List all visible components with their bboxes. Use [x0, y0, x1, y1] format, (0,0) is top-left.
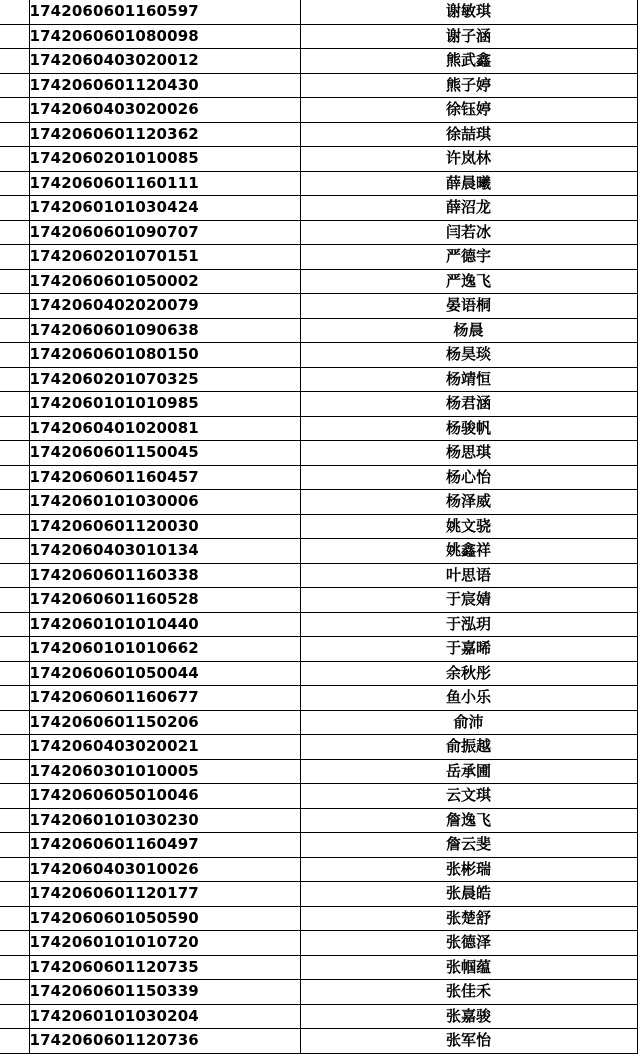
row-spacer-cell: [0, 245, 29, 270]
student-name-cell: 谢敏琪: [300, 0, 637, 24]
student-id-cell: 1742060403020021: [29, 735, 300, 760]
student-id-cell: 1742060101010440: [29, 612, 300, 637]
table-row: [0, 1029, 637, 1054]
student-id-cell: 1742060402020079: [29, 294, 300, 319]
student-id-cell: 1742060601160457: [29, 465, 300, 490]
student-id-cell: 1742060301010005: [29, 759, 300, 784]
table-row: [0, 367, 637, 392]
table-row: [0, 686, 637, 711]
student-name-cell: 薛沼龙: [300, 196, 637, 221]
student-name-cell: 詹逸飞: [300, 808, 637, 833]
row-spacer-cell: [0, 122, 29, 147]
row-spacer-cell: [0, 343, 29, 368]
student-name-cell: 杨泽威: [300, 490, 637, 515]
table-row: [0, 931, 637, 956]
row-spacer-cell: [0, 441, 29, 466]
student-name-cell: 叶思语: [300, 563, 637, 588]
table-row: [0, 294, 637, 319]
student-id-cell: 1742060601160338: [29, 563, 300, 588]
student-name-cell: 张军怡: [300, 1029, 637, 1054]
row-spacer-cell: [0, 416, 29, 441]
row-spacer-cell: [0, 1004, 29, 1029]
student-id-cell: 1742060403020012: [29, 49, 300, 74]
student-id-cell: 1742060601120735: [29, 955, 300, 980]
row-spacer-cell: [0, 294, 29, 319]
table-row: [0, 24, 637, 49]
student-name-cell: 熊子婷: [300, 73, 637, 98]
row-spacer-cell: [0, 465, 29, 490]
student-name-cell: 张嘉骏: [300, 1004, 637, 1029]
student-name-cell: 云文琪: [300, 784, 637, 809]
table-row: [0, 588, 637, 613]
student-id-cell: 1742060101010662: [29, 637, 300, 662]
table-row: [0, 441, 637, 466]
row-spacer-cell: [0, 588, 29, 613]
student-id-cell: 1742060601080098: [29, 24, 300, 49]
row-spacer-cell: [0, 1029, 29, 1054]
row-spacer-cell: [0, 759, 29, 784]
student-name-cell: 姚鑫祥: [300, 539, 637, 564]
table-row: [0, 784, 637, 809]
student-name-cell: 张晨皓: [300, 882, 637, 907]
student-id-cell: 1742060601050002: [29, 269, 300, 294]
student-id-cell: 1742060201070325: [29, 367, 300, 392]
table-row: [0, 661, 637, 686]
row-spacer-cell: [0, 686, 29, 711]
row-spacer-cell: [0, 833, 29, 858]
table-row: [0, 49, 637, 74]
student-name-cell: 姚文骁: [300, 514, 637, 539]
table-row: [0, 980, 637, 1005]
table-row: [0, 416, 637, 441]
student-name-cell: 谢子涵: [300, 24, 637, 49]
student-name-cell: 鱼小乐: [300, 686, 637, 711]
table-row: [0, 808, 637, 833]
row-spacer-cell: [0, 808, 29, 833]
student-id-cell: 1742060601120030: [29, 514, 300, 539]
table-row: [0, 318, 637, 343]
table-row: [0, 882, 637, 907]
table-row: [0, 73, 637, 98]
table-row: [0, 343, 637, 368]
student-name-cell: 俞振越: [300, 735, 637, 760]
student-name-cell: 张彬瑞: [300, 857, 637, 882]
student-name-cell: 晏语桐: [300, 294, 637, 319]
table-row: [0, 857, 637, 882]
student-name-cell: 杨晨: [300, 318, 637, 343]
student-id-cell: 1742060101030204: [29, 1004, 300, 1029]
student-id-cell: 1742060403010026: [29, 857, 300, 882]
table-row: [0, 147, 637, 172]
table-row: [0, 245, 637, 270]
student-name-cell: 俞沛: [300, 710, 637, 735]
student-id-cell: 1742060601090707: [29, 220, 300, 245]
student-name-cell: 张楚舒: [300, 906, 637, 931]
table-row: [0, 171, 637, 196]
table-row: [0, 98, 637, 123]
student-id-cell: 1742060101030424: [29, 196, 300, 221]
student-name-cell: 徐喆琪: [300, 122, 637, 147]
table-row: [0, 637, 637, 662]
row-spacer-cell: [0, 539, 29, 564]
student-id-cell: 1742060403020026: [29, 98, 300, 123]
row-spacer-cell: [0, 514, 29, 539]
student-id-cell: 1742060601120430: [29, 73, 300, 98]
student-id-cell: 1742060101010720: [29, 931, 300, 956]
student-name-cell: 薛晨曦: [300, 171, 637, 196]
row-spacer-cell: [0, 98, 29, 123]
student-name-cell: 闫若冰: [300, 220, 637, 245]
student-name-cell: 杨君涵: [300, 392, 637, 417]
table-row: [0, 392, 637, 417]
table-row: [0, 759, 637, 784]
row-spacer-cell: [0, 563, 29, 588]
table-row: [0, 539, 637, 564]
row-spacer-cell: [0, 220, 29, 245]
row-spacer-cell: [0, 661, 29, 686]
student-id-cell: 1742060601120177: [29, 882, 300, 907]
row-spacer-cell: [0, 490, 29, 515]
row-spacer-cell: [0, 955, 29, 980]
table-row: [0, 612, 637, 637]
row-spacer-cell: [0, 196, 29, 221]
row-spacer-cell: [0, 784, 29, 809]
table-row: [0, 196, 637, 221]
table-row: [0, 122, 637, 147]
student-name-cell: 杨心怡: [300, 465, 637, 490]
student-id-cell: 1742060403010134: [29, 539, 300, 564]
student-name-cell: 杨骏帆: [300, 416, 637, 441]
table-row: [0, 514, 637, 539]
row-spacer-cell: [0, 49, 29, 74]
student-id-cell: 1742060601160677: [29, 686, 300, 711]
row-spacer-cell: [0, 269, 29, 294]
table-row: [0, 735, 637, 760]
row-spacer-cell: [0, 637, 29, 662]
student-id-cell: 1742060601120362: [29, 122, 300, 147]
row-spacer-cell: [0, 367, 29, 392]
student-id-cell: 1742060601080150: [29, 343, 300, 368]
row-spacer-cell: [0, 857, 29, 882]
student-id-cell: 1742060201010085: [29, 147, 300, 172]
row-spacer-cell: [0, 318, 29, 343]
table-row: [0, 220, 637, 245]
student-name-cell: 严德宇: [300, 245, 637, 270]
table-row: [0, 563, 637, 588]
row-spacer-cell: [0, 147, 29, 172]
student-name-cell: 张帼蕴: [300, 955, 637, 980]
table-row: [0, 490, 637, 515]
table-row: [0, 955, 637, 980]
student-name-cell: 张德泽: [300, 931, 637, 956]
student-name-cell: 杨靖恒: [300, 367, 637, 392]
table-row: [0, 1004, 637, 1029]
row-spacer-cell: [0, 882, 29, 907]
student-id-cell: 1742060601150339: [29, 980, 300, 1005]
student-id-cell: 1742060601090638: [29, 318, 300, 343]
student-name-cell: 于宸婧: [300, 588, 637, 613]
row-spacer-cell: [0, 931, 29, 956]
row-spacer-cell: [0, 735, 29, 760]
table-row: [0, 0, 637, 24]
row-spacer-cell: [0, 612, 29, 637]
student-id-cell: 1742060601160111: [29, 171, 300, 196]
student-name-cell: 徐钰婷: [300, 98, 637, 123]
row-spacer-cell: [0, 24, 29, 49]
student-id-cell: 1742060601160597: [29, 0, 300, 24]
student-name-cell: 杨思琪: [300, 441, 637, 466]
student-id-cell: 1742060601160497: [29, 833, 300, 858]
student-id-cell: 1742060101030006: [29, 490, 300, 515]
student-id-cell: 1742060201070151: [29, 245, 300, 270]
student-id-cell: 1742060401020081: [29, 416, 300, 441]
student-id-cell: 1742060101030230: [29, 808, 300, 833]
student-name-cell: 杨昊琰: [300, 343, 637, 368]
student-name-cell: 余秋彤: [300, 661, 637, 686]
row-spacer-cell: [0, 980, 29, 1005]
student-id-cell: 1742060601150206: [29, 710, 300, 735]
row-spacer-cell: [0, 73, 29, 98]
student-name-cell: 许岚林: [300, 147, 637, 172]
student-id-cell: 1742060601050044: [29, 661, 300, 686]
student-id-cell: 1742060601160528: [29, 588, 300, 613]
table-row: [0, 269, 637, 294]
table-row: [0, 710, 637, 735]
row-spacer-cell: [0, 906, 29, 931]
row-spacer-cell: [0, 710, 29, 735]
student-name-cell: 岳承圃: [300, 759, 637, 784]
student-name-cell: 詹云斐: [300, 833, 637, 858]
row-spacer-cell: [0, 392, 29, 417]
student-id-cell: 1742060601120736: [29, 1029, 300, 1054]
student-name-cell: 张佳禾: [300, 980, 637, 1005]
student-name-cell: 严逸飞: [300, 269, 637, 294]
student-id-cell: 1742060101010985: [29, 392, 300, 417]
table-row: [0, 833, 637, 858]
student-name-cell: 熊武鑫: [300, 49, 637, 74]
student-name-cell: 于嘉晞: [300, 637, 637, 662]
table-row: [0, 465, 637, 490]
table-row: [0, 906, 637, 931]
student-id-cell: 1742060601150045: [29, 441, 300, 466]
row-spacer-cell: [0, 171, 29, 196]
student-name-cell: 于泓玥: [300, 612, 637, 637]
row-spacer-cell: [0, 0, 29, 24]
student-id-cell: 1742060601050590: [29, 906, 300, 931]
student-id-cell: 1742060605010046: [29, 784, 300, 809]
